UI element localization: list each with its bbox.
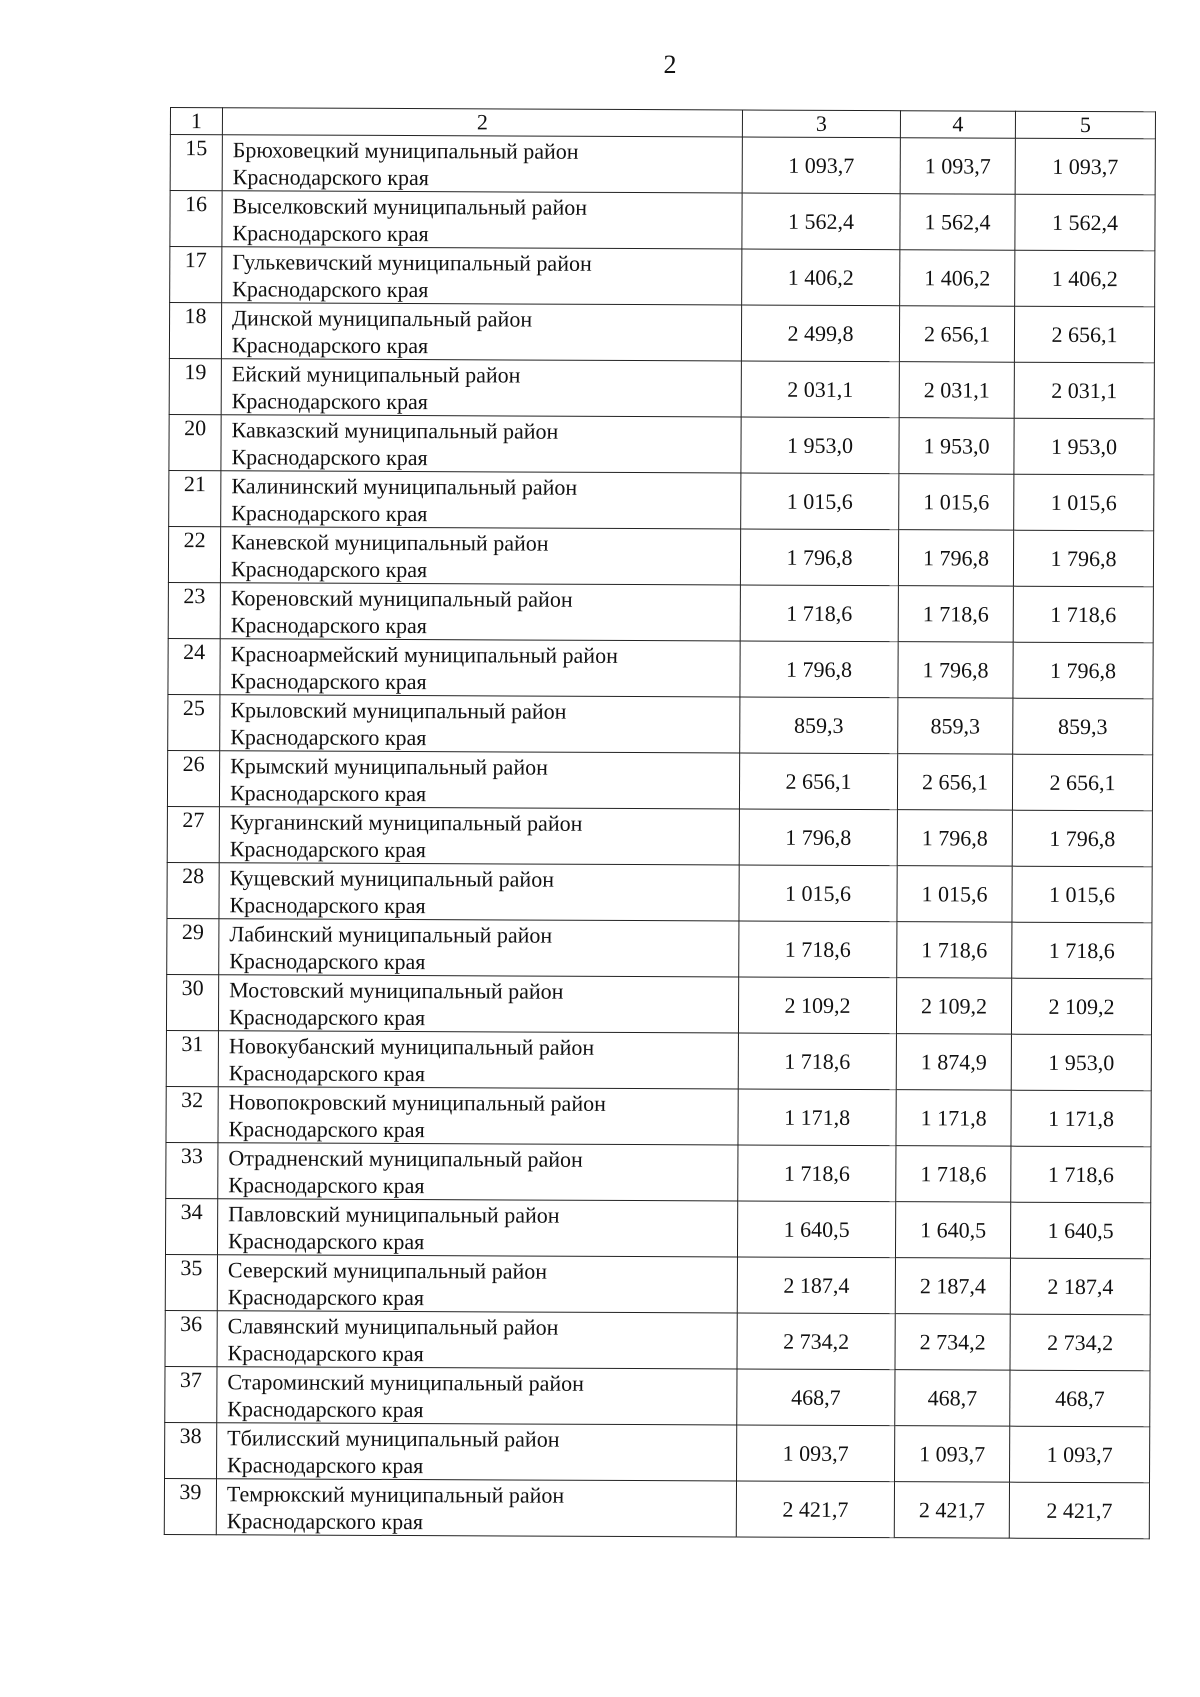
district-region: Краснодарского края — [227, 1339, 424, 1366]
district-name: Староминский муниципальный район — [227, 1368, 584, 1396]
value-col-3: 1 015,6 — [739, 865, 897, 922]
value-col-5: 2 656,1 — [1014, 306, 1154, 363]
district-name: Северский муниципальный район — [227, 1256, 548, 1284]
row-number: 24 — [168, 638, 220, 694]
value-col-3: 1 093,7 — [742, 137, 900, 194]
allocation-table — [164, 107, 1156, 1539]
value-col-4: 1 796,8 — [898, 530, 1013, 587]
row-number: 26 — [167, 750, 219, 806]
value-col-4: 1 874,9 — [896, 1034, 1011, 1091]
value-col-4: 1 562,4 — [900, 194, 1015, 251]
district-region: Краснодарского края — [231, 443, 428, 470]
value-col-3: 468,7 — [737, 1369, 895, 1426]
district-region: Краснодарского края — [228, 1115, 425, 1142]
column-header-3: 3 — [742, 110, 900, 138]
value-col-5: 2 734,2 — [1010, 1314, 1150, 1371]
district-name-cell — [220, 583, 740, 641]
value-col-4: 859,3 — [898, 698, 1013, 755]
district-region: Краснодарского края — [227, 1395, 424, 1422]
table-row — [167, 750, 1152, 810]
district-region: Краснодарского края — [230, 555, 428, 582]
table-row — [164, 1478, 1149, 1538]
row-number: 39 — [164, 1478, 216, 1534]
value-col-3: 1 406,2 — [742, 249, 900, 306]
district-name: Кущевский муниципальный район — [229, 864, 555, 892]
district-name-cell — [218, 1087, 738, 1145]
value-col-3: 2 499,8 — [741, 305, 899, 362]
district-region: Краснодарского края — [231, 331, 429, 358]
value-col-4: 1 953,0 — [899, 418, 1014, 475]
value-col-3: 1 796,8 — [740, 641, 898, 698]
district-region: Краснодарского края — [228, 1059, 426, 1086]
row-number: 23 — [168, 582, 220, 638]
district-region: Краснодарского края — [226, 1507, 424, 1534]
table-row — [168, 582, 1153, 642]
value-col-4: 1 796,8 — [897, 810, 1012, 867]
value-col-4: 1 796,8 — [898, 642, 1013, 699]
value-col-4: 2 031,1 — [899, 362, 1014, 419]
column-header-4: 4 — [900, 111, 1015, 139]
district-name: Новокубанский муниципальный район — [228, 1032, 595, 1060]
value-col-5: 1 015,6 — [1012, 866, 1152, 923]
value-col-4: 1 093,7 — [900, 138, 1015, 195]
table-row — [166, 1142, 1151, 1202]
table-row — [167, 806, 1152, 866]
value-col-3: 2 031,1 — [741, 361, 899, 418]
row-number: 20 — [169, 414, 221, 470]
table-row — [166, 974, 1151, 1034]
value-col-5: 1 406,2 — [1015, 250, 1155, 307]
row-number: 34 — [165, 1198, 217, 1254]
value-col-3: 1 640,5 — [737, 1201, 895, 1258]
value-col-3: 2 656,1 — [739, 753, 897, 810]
district-name: Лабинский муниципальный район — [229, 920, 553, 948]
district-name-cell — [220, 639, 740, 697]
value-col-3: 1 093,7 — [737, 1425, 895, 1482]
value-col-4: 2 734,2 — [895, 1314, 1010, 1371]
value-col-4: 2 109,2 — [896, 978, 1011, 1035]
value-col-3: 1 718,6 — [738, 1145, 896, 1202]
row-number: 27 — [167, 806, 219, 862]
row-number: 28 — [167, 862, 219, 918]
value-col-5: 468,7 — [1010, 1370, 1150, 1427]
district-region: Краснодарского края — [232, 163, 429, 190]
value-col-5: 1 796,8 — [1013, 642, 1153, 699]
row-number: 17 — [170, 247, 222, 303]
district-name: Красноармейский муниципальный район — [230, 640, 618, 668]
district-region: Краснодарского края — [230, 723, 427, 750]
district-region: Краснодарского края — [227, 1451, 424, 1478]
value-col-3: 2 421,7 — [736, 1481, 894, 1538]
table-row — [168, 526, 1153, 586]
value-col-4: 2 421,7 — [894, 1482, 1009, 1539]
value-col-3: 1 718,6 — [738, 1033, 896, 1090]
district-name-cell — [216, 1479, 736, 1537]
value-col-5: 1 093,7 — [1010, 1426, 1150, 1483]
value-col-4: 1 171,8 — [896, 1090, 1011, 1147]
district-name: Отрадненский муниципальный район — [228, 1144, 583, 1172]
row-number: 16 — [170, 191, 222, 247]
table-row — [167, 918, 1152, 978]
district-name: Кореновский муниципальный район — [230, 584, 573, 612]
value-col-5: 2 421,7 — [1009, 1482, 1149, 1539]
value-col-4: 1 718,6 — [898, 586, 1013, 643]
value-col-5: 2 656,1 — [1012, 754, 1152, 811]
district-name: Мостовский муниципальный район — [229, 976, 564, 1004]
value-col-5: 2 031,1 — [1014, 362, 1154, 419]
district-name-cell — [221, 303, 741, 361]
district-region: Краснодарского края — [229, 779, 427, 806]
row-number: 18 — [169, 303, 221, 359]
district-name-cell — [217, 1423, 737, 1481]
table-row — [167, 862, 1152, 922]
district-name: Павловский муниципальный район — [228, 1200, 560, 1228]
district-name-cell — [219, 863, 739, 921]
district-region: Краснодарского края — [230, 611, 427, 638]
district-name-cell — [221, 359, 741, 417]
row-number: 36 — [165, 1310, 217, 1366]
value-col-5: 2 109,2 — [1011, 978, 1151, 1035]
district-name-cell — [219, 919, 739, 977]
value-col-5: 1 718,6 — [1013, 586, 1153, 643]
district-name-cell — [221, 415, 741, 473]
table-row — [169, 414, 1154, 474]
table-row — [170, 247, 1155, 307]
table-row — [165, 1198, 1150, 1258]
district-name-cell — [218, 1143, 738, 1201]
row-number: 21 — [169, 470, 221, 526]
district-name-cell — [219, 807, 739, 865]
value-col-3: 1 718,6 — [740, 585, 898, 642]
district-name: Кавказский муниципальный район — [231, 416, 559, 444]
district-name-cell — [217, 1311, 737, 1369]
district-region: Краснодарского края — [228, 1003, 426, 1030]
district-region: Краснодарского края — [231, 499, 428, 526]
district-name-cell — [220, 695, 740, 753]
district-name-cell — [219, 751, 739, 809]
table-row — [166, 1030, 1151, 1090]
table-row — [165, 1366, 1150, 1426]
value-col-3: 2 187,4 — [737, 1257, 895, 1314]
district-name-cell — [217, 1367, 737, 1425]
value-col-5: 1 718,6 — [1011, 1146, 1151, 1203]
value-col-3: 1 718,6 — [739, 921, 897, 978]
value-col-4: 2 656,1 — [897, 754, 1012, 811]
district-name: Калининский муниципальный район — [231, 472, 578, 500]
table-row — [165, 1310, 1150, 1370]
district-name-cell — [218, 1031, 738, 1089]
table-header-row — [170, 108, 1155, 139]
table-row — [170, 135, 1155, 195]
district-region: Краснодарского края — [227, 1283, 425, 1310]
table-row — [169, 470, 1154, 530]
district-name-cell — [218, 975, 738, 1033]
row-number: 38 — [165, 1422, 217, 1478]
district-region: Краснодарского края — [228, 1171, 425, 1198]
district-region: Краснодарского края — [229, 835, 427, 862]
row-number: 25 — [168, 694, 220, 750]
district-name: Крымский муниципальный район — [230, 752, 548, 780]
table-row — [170, 191, 1155, 251]
value-col-4: 2 656,1 — [899, 306, 1014, 363]
district-name-cell — [222, 191, 742, 249]
value-col-5: 1 796,8 — [1012, 810, 1152, 867]
district-name: Выселковский муниципальный район — [232, 192, 588, 220]
value-col-3: 1 796,8 — [739, 809, 897, 866]
district-name-cell — [220, 527, 740, 585]
district-name: Ейский муниципальный район — [231, 360, 521, 388]
district-name-cell — [221, 471, 741, 529]
value-col-5: 1 015,6 — [1014, 474, 1154, 531]
district-name: Гулькевичский муниципальный район — [232, 248, 592, 276]
value-col-3: 2 109,2 — [738, 977, 896, 1034]
value-col-5: 1 093,7 — [1015, 138, 1155, 195]
value-col-4: 1 406,2 — [900, 250, 1015, 307]
value-col-3: 1 171,8 — [738, 1089, 896, 1146]
district-name: Брюховецкий муниципальный район — [232, 136, 579, 164]
table-row — [169, 358, 1154, 418]
value-col-4: 1 093,7 — [895, 1426, 1010, 1483]
value-col-5: 2 187,4 — [1010, 1258, 1150, 1315]
district-region: Краснодарского края — [232, 219, 429, 246]
value-col-4: 2 187,4 — [895, 1258, 1010, 1315]
row-number: 19 — [169, 358, 221, 414]
value-col-4: 1 015,6 — [899, 474, 1014, 531]
table-body — [164, 108, 1155, 1539]
table-row — [168, 694, 1153, 754]
value-col-5: 1 953,0 — [1011, 1034, 1151, 1091]
value-col-4: 468,7 — [895, 1370, 1010, 1427]
value-col-3: 1 796,8 — [740, 529, 898, 586]
table-row — [166, 1086, 1151, 1146]
value-col-4: 1 718,6 — [897, 922, 1012, 979]
district-region: Краснодарского края — [231, 387, 428, 414]
table-row — [165, 1422, 1150, 1482]
value-col-3: 2 734,2 — [737, 1313, 895, 1370]
district-name-cell — [222, 135, 742, 193]
table-row — [169, 303, 1154, 363]
value-col-5: 1 796,8 — [1013, 530, 1153, 587]
column-header-2: 2 — [222, 108, 742, 137]
district-name: Тбилисский муниципальный район — [227, 1424, 560, 1452]
value-col-4: 1 718,6 — [896, 1146, 1011, 1203]
value-col-4: 1 640,5 — [895, 1202, 1010, 1259]
table-row — [165, 1254, 1150, 1314]
row-number: 33 — [166, 1142, 218, 1198]
value-col-5: 859,3 — [1013, 698, 1153, 755]
row-number: 32 — [166, 1086, 218, 1142]
row-number: 37 — [165, 1366, 217, 1422]
district-name-cell — [217, 1199, 737, 1257]
value-col-5: 1 718,6 — [1012, 922, 1152, 979]
row-number: 22 — [168, 526, 220, 582]
district-name: Темрюкский муниципальный район — [226, 1480, 565, 1508]
value-col-5: 1 953,0 — [1014, 418, 1154, 475]
row-number: 29 — [167, 918, 219, 974]
district-name: Курганинский муниципальный район — [229, 808, 583, 836]
district-region: Краснодарского края — [232, 275, 429, 302]
row-number: 30 — [166, 974, 218, 1030]
row-number: 15 — [170, 135, 222, 191]
district-region: Краснодарского края — [229, 947, 426, 974]
district-name: Новопокровский муниципальный район — [228, 1088, 606, 1116]
row-number: 31 — [166, 1030, 218, 1086]
value-col-5: 1 640,5 — [1010, 1202, 1150, 1259]
district-region: Краснодарского края — [230, 667, 427, 694]
district-region: Краснодарского края — [229, 891, 426, 918]
value-col-3: 859,3 — [740, 697, 898, 754]
value-col-3: 1 953,0 — [741, 417, 899, 474]
row-number: 35 — [165, 1254, 217, 1310]
column-header-1: 1 — [170, 108, 222, 135]
value-col-3: 1 015,6 — [741, 473, 899, 530]
value-col-3: 1 562,4 — [742, 193, 900, 250]
district-name: Динской муниципальный район — [232, 304, 533, 332]
value-col-4: 1 015,6 — [897, 866, 1012, 923]
district-name-cell — [222, 247, 742, 305]
column-header-5: 5 — [1015, 111, 1155, 139]
value-col-5: 1 171,8 — [1011, 1090, 1151, 1147]
district-name-cell — [217, 1255, 737, 1313]
district-name: Славянский муниципальный район — [227, 1312, 559, 1340]
district-name: Каневской муниципальный район — [231, 528, 549, 556]
page-number: 2 — [663, 50, 677, 79]
district-region: Краснодарского края — [228, 1227, 425, 1254]
district-name: Крыловский муниципальный район — [230, 696, 567, 724]
value-col-5: 1 562,4 — [1015, 194, 1155, 251]
table-row — [168, 638, 1153, 698]
